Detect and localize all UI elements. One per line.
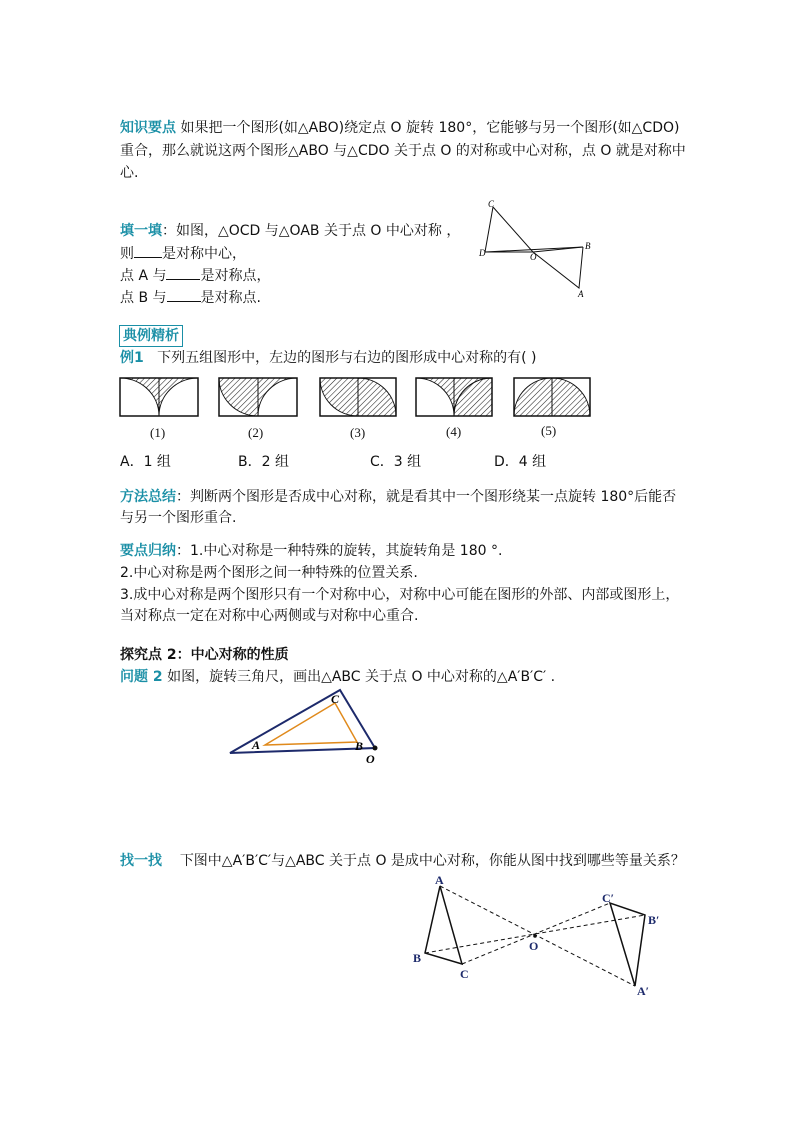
- find-line: [120, 850, 685, 872]
- label-b: B: [413, 951, 422, 965]
- explore-question-label: 问题 2: [120, 669, 163, 685]
- fill-line-1: [120, 220, 460, 242]
- fill-text-3b: 是对称点，: [200, 268, 271, 284]
- label-b-prime: B′: [648, 913, 660, 927]
- label-a: A: [435, 873, 444, 887]
- fill-text-4b: 是对称点.: [200, 290, 261, 306]
- section-title-examples: 典例精析: [119, 325, 183, 347]
- option-c[interactable]: C．3 组: [370, 454, 422, 470]
- key-text-3: 3.成中心对称是两个图形只有一个对称中心，对称中心可能在图形的外部、内部或图形上，: [120, 587, 680, 603]
- label-o: O: [529, 939, 539, 953]
- label-c: C: [488, 199, 495, 209]
- label-o: O: [530, 252, 537, 262]
- label-d: D: [479, 248, 486, 258]
- caption-2: (2): [248, 425, 264, 440]
- figure-1: [120, 378, 198, 416]
- label-b: B: [585, 241, 591, 251]
- label-c: C: [460, 967, 469, 981]
- triangle-abc: [425, 886, 462, 964]
- knowledge-line-1: [120, 117, 679, 139]
- fill-text-4a: 点 B 与: [120, 290, 167, 306]
- label-c: C: [331, 692, 340, 706]
- option-a[interactable]: A．1 组: [120, 454, 171, 470]
- figure-4: [416, 378, 492, 416]
- fill-text-2a: 则: [120, 246, 134, 262]
- option-d[interactable]: D．4 组: [494, 454, 547, 470]
- central-symmetry-figure: [405, 870, 670, 998]
- find-label: 找一找: [120, 853, 162, 869]
- point-o: [533, 934, 537, 938]
- point-o: [373, 746, 378, 751]
- blank-center[interactable]: [134, 243, 162, 258]
- fill-text-2b: 是对称中心，: [162, 246, 246, 262]
- label-a: A: [252, 738, 261, 752]
- key-line-1: [120, 540, 502, 562]
- dashed-c-c: [462, 903, 610, 964]
- figure-5: [514, 378, 590, 416]
- figure-2: [219, 378, 297, 416]
- explore-question-text: 如图，旋转三角尺，画出△ABC 关于点 O 中心对称的△A′B′C′ .: [167, 669, 556, 685]
- label-b: B: [355, 739, 364, 753]
- fill-line-4: [120, 287, 261, 309]
- caption-5: (5): [541, 423, 557, 438]
- label-a: A: [578, 289, 584, 299]
- example-figures: [118, 376, 608, 424]
- key-text-2: 2.中心对称是两个图形之间一种特殊的位置关系.: [120, 565, 418, 581]
- example-line: [120, 347, 536, 369]
- label-a-prime: A′: [637, 984, 650, 998]
- fill-text-1: ：如图，△OCD 与△OAB 关于点 O 中心对称 ，: [162, 223, 461, 239]
- knowledge-text-2: 重合，那么就说这两个图形△ABO 与△CDO 关于点 O 的对称或中心对称，点 O 就是对称中: [120, 143, 686, 159]
- fill-label: 填一填: [120, 223, 162, 239]
- blank-point-a[interactable]: [166, 265, 200, 280]
- side-cd: [485, 207, 493, 252]
- method-label: 方法总结: [120, 489, 176, 505]
- example-label: 例1: [120, 350, 144, 366]
- knowledge-text-3: 心.: [120, 165, 139, 181]
- knowledge-text-1: 如果把一个图形(如△ABO)绕定点 O 旋转 180°，它能够与另一个图形(如△CDO): [180, 120, 680, 136]
- caption-3: (3): [350, 425, 366, 440]
- method-text-1: ：判断两个图形是否成中心对称，就是看其中一个图形绕某一点旋转 180°后能否: [176, 489, 677, 505]
- triangle-ruler-figure: [225, 685, 390, 765]
- fill-text-3a: 点 A 与: [120, 268, 167, 284]
- fill-line-3: [120, 265, 270, 287]
- blank-point-b[interactable]: [167, 287, 201, 302]
- method-text-2: 与另一个图形重合.: [120, 510, 237, 526]
- method-line-1: [120, 486, 676, 508]
- caption-1: (1): [150, 425, 166, 440]
- label-o: O: [366, 752, 375, 765]
- label-c-prime: C′: [602, 891, 615, 905]
- key-text-1: ：1.中心对称是一种特殊的旋转，其旋转角是 180 °.: [176, 543, 503, 559]
- triangle-oab: [533, 247, 583, 288]
- example-question: 下列五组图形中，左边的图形与右边的图形成中心对称的有( ): [157, 350, 537, 366]
- find-text: 下图中△A′B′C′与△ABC 关于点 O 是成中心对称，你能从图中找到哪些等量关系？: [179, 853, 685, 869]
- fill-line-2: [120, 243, 246, 265]
- explore-title: 探究点 2：中心对称的性质: [120, 647, 289, 663]
- caption-4: (4): [446, 424, 462, 439]
- key-label: 要点归纳: [120, 543, 176, 559]
- figure-3: [320, 378, 396, 416]
- key-text-4: 当对称点一定在对称中心两侧或与对称中心重合.: [120, 608, 419, 624]
- symmetry-figure-1: [475, 195, 605, 300]
- option-b[interactable]: B．2 组: [238, 454, 289, 470]
- knowledge-label: 知识要点: [120, 120, 176, 136]
